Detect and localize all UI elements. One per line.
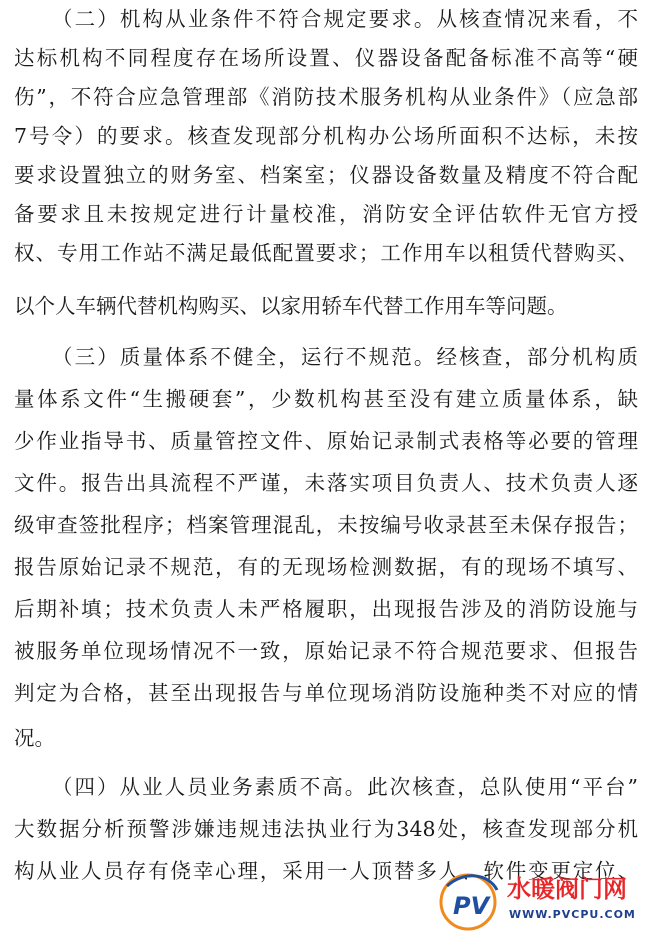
text-line: 权、专用工作站不满足最低配置要求；工作用车以租赁代替购买、 (14, 241, 638, 265)
text-line: 少作业指导书、质量管控文件、原始记录制式表格等必要的管理 (14, 429, 638, 453)
text-line: 况。 (14, 726, 55, 750)
text-line: 大数据分析预警涉嫌违规违法执业行为348处，核查发现部分机 (14, 817, 638, 841)
text-line: 备要求且未按规定进行计量校准，消防安全评估软件无官方授 (14, 202, 638, 226)
text-line: 文件。报告出具流程不严谨，未落实项目负责人、技术负责人逐 (14, 471, 638, 495)
text-line: （四）从业人员业务素质不高。此次核查，总队使用“平台” (52, 775, 638, 799)
text-line: 伤”，不符合应急管理部《消防技术服务机构从业条件》（应急部 (14, 85, 638, 109)
text-line: 7号令）的要求。核查发现部分机构办公场所面积不达标，未按 (14, 124, 638, 148)
text-line: （二）机构从业条件不符合规定要求。从核查情况来看，不 (52, 7, 638, 31)
watermark-url: WWW.PVCPU.COM (509, 908, 636, 921)
text-line: 被服务单位现场情况不一致，原始记录不符合规范要求、但报告 (14, 639, 638, 663)
text-line: 以个人车辆代替机构购买、以家用轿车代替工作用车等问题。 (14, 294, 568, 318)
text-line: （三）质量体系不健全，运行不规范。经核查，部分机构质 (52, 345, 638, 369)
text-line: 达标机构不同程度存在场所设置、仪器设备配备标准不高等“硬 (14, 46, 638, 70)
text-line: 报告原始记录不规范，有的无现场检测数据，有的现场不填写、 (14, 555, 638, 579)
pv-logo-icon (437, 868, 503, 934)
svg-text:PV: PV (453, 892, 490, 920)
text-line: 判定为合格，甚至出现报告与单位现场消防设施种类不对应的情 (14, 681, 638, 705)
text-line: 级审查签批程序；档案管理混乱，未按编号收录甚至未保存报告； (14, 513, 638, 537)
text-line: 构从业人员存有侥幸心理，采用一人顶替多人、软件变更定位、 (14, 859, 638, 883)
watermark-title: 水暖阀门网 (507, 875, 627, 903)
text-line: 后期补填；技术负责人未严格履职，出现报告涉及的消防设施与 (14, 597, 638, 621)
text-line: 要求设置独立的财务室、档案室；仪器设备数量及精度不符合配 (14, 163, 638, 187)
text-line: 量体系文件“生搬硬套”，少数机构甚至没有建立质量体系，缺 (14, 387, 638, 411)
site-watermark (437, 868, 642, 934)
